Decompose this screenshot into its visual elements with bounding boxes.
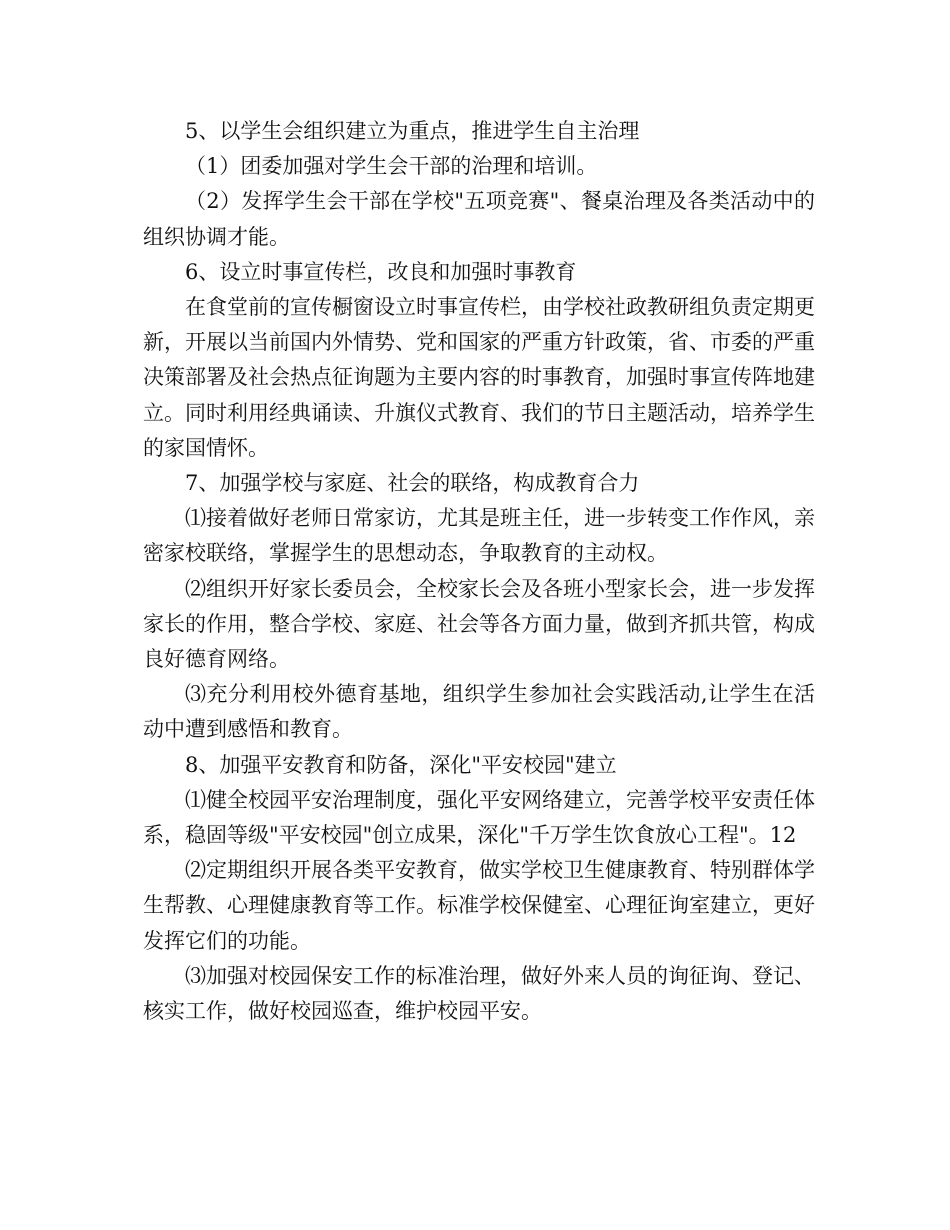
section-7-item-2: ⑵组织开好家长委员会，全校家长会及各班小型家长会，进一步发挥家长的作用，整合学校、家庭、社会等各方面力量，做到齐抓共管，构成良好德育网络。 (143, 576, 815, 672)
section-5-item-2: （2）发挥学生会干部在学校"五项竞赛"、餐桌治理及各类活动中的组织协调才能。 (143, 189, 815, 249)
section-8-heading: 8、加强平安教育和防备，深化"平安校园"建立 (185, 752, 617, 777)
section-6-body: 在食堂前的宣传橱窗设立时事宣传栏，由学校社政教研组负责定期更新，开展以当前国内外情势、党和国家的严重方针政策，省、市委的严重决策部署及社会热点征询题为主要内容的时事教育，加强时事宣传阵地建立。同时利用经典诵读、升旗仪式教育、我们的节日主题活动，培养学生的家国情怀。 (143, 295, 815, 460)
section-6-heading: 6、设立时事宣传栏，改良和加强时事教育 (185, 259, 577, 284)
document-body (143, 114, 815, 1029)
section-8-item-1: ⑴健全校园平安治理制度，强化平安网络建立，完善学校平安责任体系，稳固等级"平安校园"创立成果，深化"千万学生饮食放心工程"。12 (143, 787, 815, 848)
section-7-item-1: ⑴接着做好老师日常家访，尤其是班主任，进一步转变工作作风，亲密家校联络，掌握学生的思想动态，争取教育的主动权。 (143, 506, 815, 566)
section-5-item-1: （1）团委加强对学生会干部的治理和培训。 (185, 154, 598, 179)
section-5-heading: 5、以学生会组织建立为重点，推进学生自主治理 (185, 119, 640, 143)
section-8-item-3: ⑶加强对校园保安工作的标准治理，做好外来人员的询征询、登记、核实工作，做好校园巡查，维护校园平安。 (143, 963, 815, 1024)
section-7-heading: 7、加强学校与家庭、社会的联络，构成教育合力 (185, 471, 640, 496)
section-8-item-2: ⑵定期组织开展各类平安教育，做实学校卫生健康教育、特别群体学生帮教、心理健康教育等工作。标准学校保健室、心理征询室建立，更好发挥它们的功能。 (143, 858, 815, 953)
section-7-item-3: ⑶充分利用校外德育基地，组织学生参加社会实践活动,让学生在活动中遭到感悟和教育。 (143, 682, 815, 742)
